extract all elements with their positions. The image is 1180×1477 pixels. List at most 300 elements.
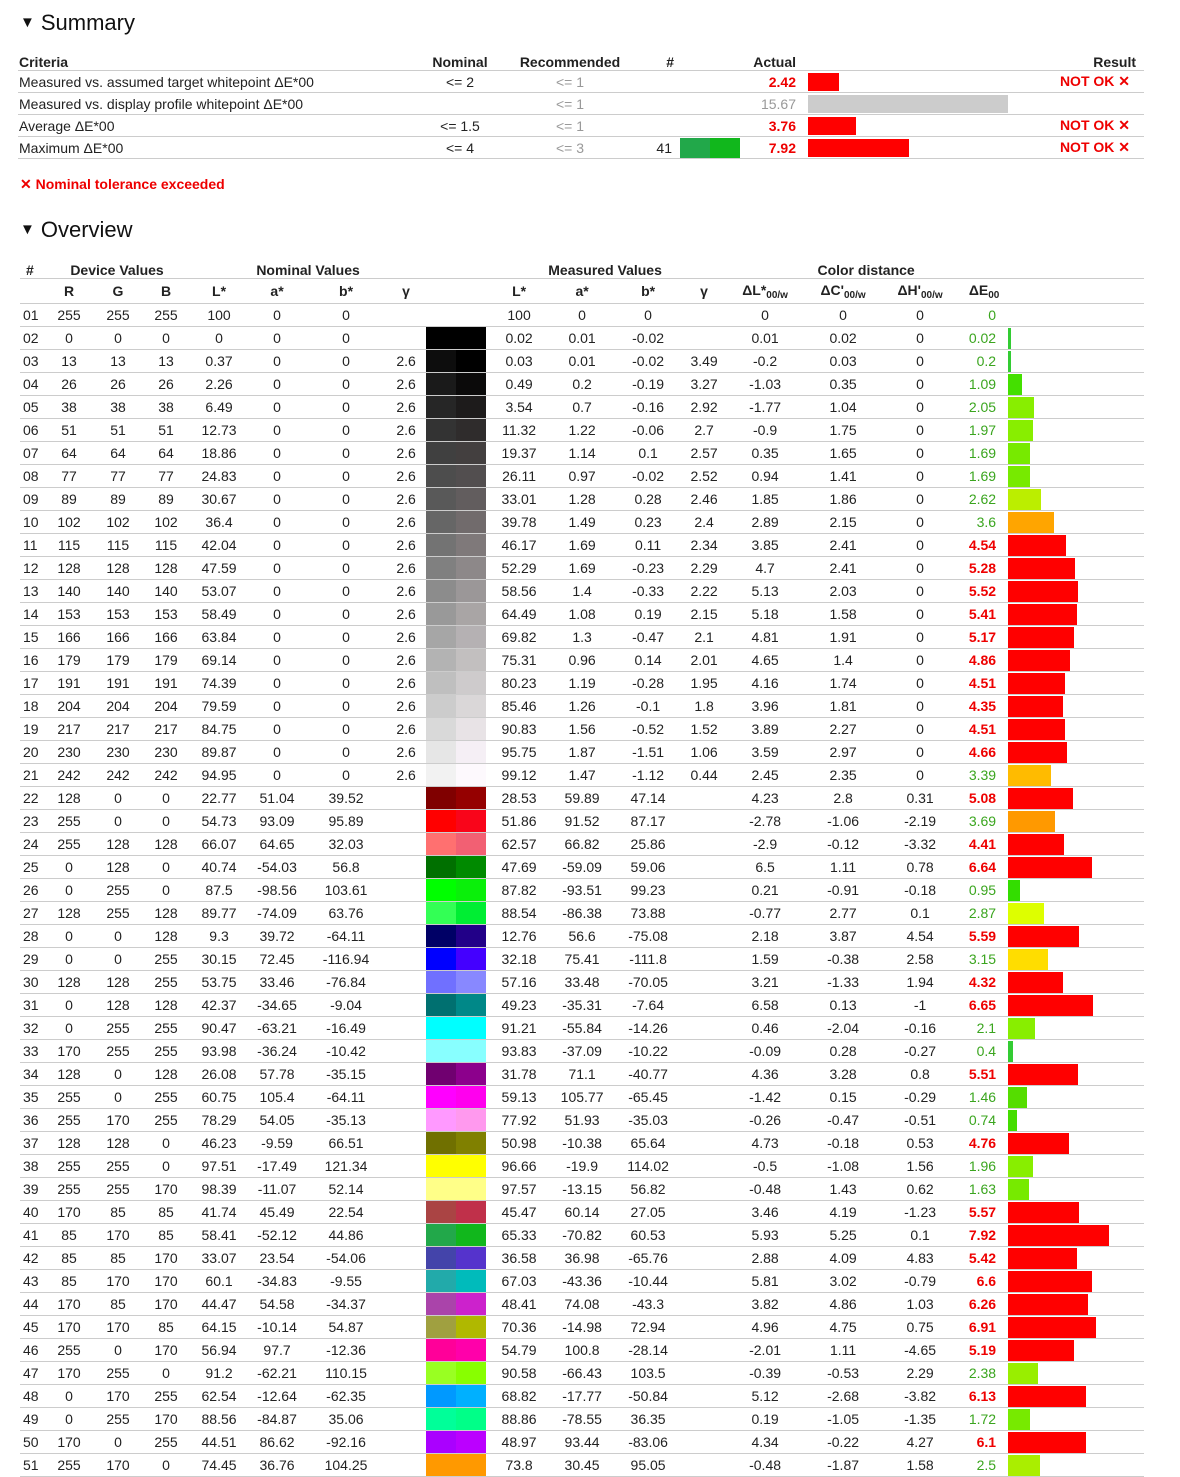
cell-ng: [386, 304, 426, 327]
swatch-cell: [426, 1040, 486, 1063]
delta-e-bar: [1008, 1455, 1040, 1476]
summary-heading[interactable]: [20, 10, 135, 36]
delta-e-bar: [1008, 1179, 1029, 1200]
cell-mb: -0.02: [612, 465, 684, 488]
cell-ml: 67.03: [486, 1270, 552, 1293]
cell-mg: [684, 1063, 724, 1086]
row-index: 38: [20, 1155, 44, 1178]
nominal-cell: <= 1.5: [410, 115, 510, 137]
cell-dc: 1.74: [806, 672, 880, 695]
nominal-swatch: [426, 902, 456, 924]
delta-e-bar-cell: [1008, 833, 1144, 856]
row-index: 34: [20, 1063, 44, 1086]
cell-nb: 0: [306, 304, 386, 327]
measured-swatch: [456, 994, 486, 1016]
swatch-cell: [426, 971, 486, 994]
cell-b: 0: [142, 856, 190, 879]
cell-ml: 77.92: [486, 1109, 552, 1132]
cell-dc: 2.8: [806, 787, 880, 810]
table-row: [20, 810, 1144, 833]
cell-ng: 2.6: [386, 695, 426, 718]
cell-dh: 0.31: [880, 787, 960, 810]
delta-e-bar: [1008, 673, 1065, 694]
cell-g: 217: [94, 718, 142, 741]
delta-e-bar-cell: [1008, 787, 1144, 810]
cell-dh: 0: [880, 580, 960, 603]
cell-ml: 95.75: [486, 741, 552, 764]
cell-mg: [684, 787, 724, 810]
table-row: [20, 1408, 1144, 1431]
table-row: [20, 925, 1144, 948]
measured-swatch: [456, 787, 486, 809]
count-cell: [630, 93, 674, 115]
collapse-triangle-icon[interactable]: ▼: [20, 221, 35, 238]
cell-ml: 45.47: [486, 1201, 552, 1224]
cell-dh: 0.75: [880, 1316, 960, 1339]
delta-e-bar: [1008, 328, 1011, 349]
swatch-cell: [426, 1178, 486, 1201]
cell-dh: 0: [880, 442, 960, 465]
nominal-swatch: [426, 856, 456, 878]
cell-ng: [386, 902, 426, 925]
summary-heading-label: Summary: [40, 10, 135, 35]
cell-r: 0: [44, 1017, 94, 1040]
cell-dc: -1.33: [806, 971, 880, 994]
cell-nb: 103.61: [306, 879, 386, 902]
cell-dl: -1.42: [724, 1086, 806, 1109]
cell-dc: 0.15: [806, 1086, 880, 1109]
delta-e-sub: 00: [988, 289, 1000, 301]
actual-cell: 7.92: [738, 137, 802, 159]
cell-dc: 1.11: [806, 856, 880, 879]
cell-nb: -116.94: [306, 948, 386, 971]
cell-dl: 5.12: [724, 1385, 806, 1408]
cell-g: 85: [94, 1247, 142, 1270]
cell-dl: -0.48: [724, 1454, 806, 1477]
nominal-swatch: [426, 1017, 456, 1039]
cell-ng: [386, 879, 426, 902]
delta-c-header: [806, 279, 880, 304]
table-row: [20, 1155, 1144, 1178]
delta-h-label: ΔH': [897, 281, 921, 298]
result-cell: [1024, 93, 1144, 115]
cell-mb: 0.1: [612, 442, 684, 465]
cell-ma: 105.77: [552, 1086, 612, 1109]
cell-r: 85: [44, 1270, 94, 1293]
cell-ng: [386, 856, 426, 879]
cell-dh: 0.78: [880, 856, 960, 879]
cell-b: 255: [142, 1431, 190, 1454]
cell-nb: 0: [306, 442, 386, 465]
cell-dc: 1.86: [806, 488, 880, 511]
cell-g: 170: [94, 1224, 142, 1247]
cell-nb: 0: [306, 672, 386, 695]
delta-e-value: 5.51: [960, 1063, 1008, 1086]
count-cell: [630, 115, 674, 137]
cell-mg: [684, 1339, 724, 1362]
delta-e-bar-cell: [1008, 511, 1144, 534]
cell-nl: 0.37: [190, 350, 248, 373]
cell-dh: 0.1: [880, 1224, 960, 1247]
cell-dl: 3.21: [724, 971, 806, 994]
delta-e-bar-cell: [1008, 1362, 1144, 1385]
cell-dc: 1.58: [806, 603, 880, 626]
cell-dl: -0.48: [724, 1178, 806, 1201]
table-row: [20, 511, 1144, 534]
table-row: [20, 304, 1144, 327]
row-index: 39: [20, 1178, 44, 1201]
delta-e-bar-cell: [1008, 718, 1144, 741]
cell-nl: 18.86: [190, 442, 248, 465]
cell-dh: 0: [880, 465, 960, 488]
result-cell: NOT OK ✕: [1024, 137, 1144, 159]
cell-ng: [386, 994, 426, 1017]
cell-r: 13: [44, 350, 94, 373]
row-index: 20: [20, 741, 44, 764]
measured-swatch: [456, 1270, 486, 1292]
swatch-cell: [426, 511, 486, 534]
cell-mg: [684, 879, 724, 902]
actual-bar: [808, 73, 839, 91]
delta-e-bar-cell: [1008, 1155, 1144, 1178]
row-index: 42: [20, 1247, 44, 1270]
nominal-swatch: [426, 672, 456, 694]
delta-e-value: 6.64: [960, 856, 1008, 879]
nominal-swatch: [426, 1178, 456, 1200]
cell-mb: -0.16: [612, 396, 684, 419]
cell-mg: [684, 1454, 724, 1477]
cell-na: 54.58: [248, 1293, 306, 1316]
delta-e-bar: [1008, 903, 1044, 924]
cell-nl: 58.49: [190, 603, 248, 626]
delta-e-bar-cell: [1008, 327, 1144, 350]
cell-nl: 89.77: [190, 902, 248, 925]
cell-mb: -1.51: [612, 741, 684, 764]
swatch-cell: [426, 373, 486, 396]
cell-na: 0: [248, 511, 306, 534]
nominal-swatch: [426, 603, 456, 625]
summary-header-row: [18, 48, 1144, 71]
swatch-cell: [426, 488, 486, 511]
delta-e-bar: [1008, 558, 1075, 579]
cell-nb: 0: [306, 465, 386, 488]
table-row: [20, 1385, 1144, 1408]
cell-na: -84.87: [248, 1408, 306, 1431]
cell-dc: -0.38: [806, 948, 880, 971]
overview-group-header-row: [20, 256, 1144, 279]
overview-table: [20, 256, 1144, 1477]
cell-mg: 2.92: [684, 396, 724, 419]
cell-mb: 103.5: [612, 1362, 684, 1385]
cell-ml: 59.13: [486, 1086, 552, 1109]
cell-r: 38: [44, 396, 94, 419]
measured-swatch: [456, 1408, 486, 1430]
cell-dl: 5.81: [724, 1270, 806, 1293]
cell-mg: 1.52: [684, 718, 724, 741]
cell-g: 255: [94, 1408, 142, 1431]
cell-dh: -3.32: [880, 833, 960, 856]
cell-b: 13: [142, 350, 190, 373]
summary-row: [18, 71, 1144, 93]
cell-ml: 90.58: [486, 1362, 552, 1385]
cell-mb: -0.23: [612, 557, 684, 580]
cell-g: 77: [94, 465, 142, 488]
cell-nl: 56.94: [190, 1339, 248, 1362]
cell-nl: 91.2: [190, 1362, 248, 1385]
nominal-swatch: [426, 1293, 456, 1315]
cell-g: 85: [94, 1201, 142, 1224]
table-row: [20, 488, 1144, 511]
cell-r: 153: [44, 603, 94, 626]
measured-swatch: [456, 948, 486, 970]
delta-e-bar: [1008, 972, 1063, 993]
cell-dl: -0.09: [724, 1040, 806, 1063]
cell-dh: 2.58: [880, 948, 960, 971]
nominal-swatch: [426, 1155, 456, 1177]
cell-ma: 100.8: [552, 1339, 612, 1362]
cell-b: 77: [142, 465, 190, 488]
cell-ma: -14.98: [552, 1316, 612, 1339]
cell-mb: 0.28: [612, 488, 684, 511]
cell-ng: [386, 971, 426, 994]
cell-na: 0: [248, 672, 306, 695]
row-index: 27: [20, 902, 44, 925]
collapse-triangle-icon[interactable]: ▼: [20, 14, 35, 31]
cell-dl: 4.34: [724, 1431, 806, 1454]
cell-mg: [684, 327, 724, 350]
cell-nl: 100: [190, 304, 248, 327]
cell-ml: 70.36: [486, 1316, 552, 1339]
delta-e-value: 4.51: [960, 718, 1008, 741]
cell-ml: 31.78: [486, 1063, 552, 1086]
cell-nl: 97.51: [190, 1155, 248, 1178]
row-index: 25: [20, 856, 44, 879]
cell-r: 217: [44, 718, 94, 741]
cell-ma: 1.3: [552, 626, 612, 649]
cell-ma: -17.77: [552, 1385, 612, 1408]
cell-g: 255: [94, 304, 142, 327]
cell-na: 0: [248, 603, 306, 626]
cell-mb: -0.28: [612, 672, 684, 695]
cell-dl: -0.5: [724, 1155, 806, 1178]
cell-na: 0: [248, 327, 306, 350]
cell-ml: 47.69: [486, 856, 552, 879]
overview-heading[interactable]: [20, 217, 133, 243]
measured-swatch: [456, 1224, 486, 1246]
delta-l-label: ΔL*: [742, 281, 767, 298]
color-distance-header: Color distance: [724, 256, 1008, 279]
nominal-swatch: [426, 994, 456, 1016]
cell-dh: 4.27: [880, 1431, 960, 1454]
cell-nb: 95.89: [306, 810, 386, 833]
cell-ng: [386, 1017, 426, 1040]
cell-dc: -0.12: [806, 833, 880, 856]
measured-swatch: [456, 925, 486, 947]
overview-column-header-row: [20, 279, 1144, 304]
delta-e-bar-cell: [1008, 1201, 1144, 1224]
delta-e-bar-cell: [1008, 1385, 1144, 1408]
cell-g: 153: [94, 603, 142, 626]
nominal-swatch: [426, 787, 456, 809]
delta-e-bar-cell: [1008, 304, 1144, 327]
cell-dc: 1.04: [806, 396, 880, 419]
cell-r: 255: [44, 1178, 94, 1201]
delta-e-value: 1.09: [960, 373, 1008, 396]
cell-nl: 87.5: [190, 879, 248, 902]
cell-ma: -37.09: [552, 1040, 612, 1063]
cell-na: -98.56: [248, 879, 306, 902]
cell-dc: 5.25: [806, 1224, 880, 1247]
cell-dh: 2.29: [880, 1362, 960, 1385]
nominal-swatch: [426, 488, 456, 510]
cell-r: 128: [44, 557, 94, 580]
cell-dh: 0.53: [880, 1132, 960, 1155]
cell-dh: 1.56: [880, 1155, 960, 1178]
delta-c-label: ΔC': [820, 281, 844, 298]
cell-nl: 64.15: [190, 1316, 248, 1339]
cell-nb: 39.52: [306, 787, 386, 810]
delta-e-bar-cell: [1008, 1270, 1144, 1293]
cell-mb: 60.53: [612, 1224, 684, 1247]
cell-ma: 59.89: [552, 787, 612, 810]
cell-na: 0: [248, 304, 306, 327]
cell-r: 0: [44, 856, 94, 879]
cell-ma: 56.6: [552, 925, 612, 948]
cell-nb: 0: [306, 373, 386, 396]
nominal-swatch: [426, 1316, 456, 1338]
swatch-cell: [426, 879, 486, 902]
cell-dl: 0.35: [724, 442, 806, 465]
table-row: [20, 902, 1144, 925]
cell-dh: 1.03: [880, 1293, 960, 1316]
row-index: 40: [20, 1201, 44, 1224]
swatch-cell: [426, 1316, 486, 1339]
delta-e-bar-cell: [1008, 580, 1144, 603]
delta-e-bar-cell: [1008, 350, 1144, 373]
count-swatch-cell: [674, 115, 738, 137]
cell-nb: 0: [306, 718, 386, 741]
delta-e-bar-cell: [1008, 1408, 1144, 1431]
measured-swatch: [456, 350, 486, 372]
cell-dc: -0.18: [806, 1132, 880, 1155]
cell-nl: 6.49: [190, 396, 248, 419]
nominal-swatch: [426, 1431, 456, 1453]
cell-dh: 0: [880, 373, 960, 396]
cell-dc: 4.86: [806, 1293, 880, 1316]
delta-e-value: 5.17: [960, 626, 1008, 649]
delta-e-bar: [1008, 1363, 1038, 1384]
cell-ml: 91.21: [486, 1017, 552, 1040]
table-row: [20, 1247, 1144, 1270]
cell-ng: 2.6: [386, 396, 426, 419]
row-index: 17: [20, 672, 44, 695]
cell-nb: -9.55: [306, 1270, 386, 1293]
cell-g: 255: [94, 1178, 142, 1201]
cell-mb: -7.64: [612, 994, 684, 1017]
swatch-cell: [426, 557, 486, 580]
cell-dh: 0: [880, 488, 960, 511]
cell-na: 64.65: [248, 833, 306, 856]
cell-r: 115: [44, 534, 94, 557]
cell-ml: 90.83: [486, 718, 552, 741]
cell-dl: 0.19: [724, 1408, 806, 1431]
cell-mg: [684, 1040, 724, 1063]
cell-dh: -1.23: [880, 1201, 960, 1224]
measured-swatch: [456, 442, 486, 464]
measured-swatch: [456, 741, 486, 763]
cell-r: 128: [44, 787, 94, 810]
cell-ml: 100: [486, 304, 552, 327]
cell-ma: 0.97: [552, 465, 612, 488]
count-swatch-cell: [674, 71, 738, 93]
recommended-cell: <= 3: [510, 137, 630, 159]
cell-dh: -1: [880, 994, 960, 1017]
row-index: 29: [20, 948, 44, 971]
cell-mb: -0.47: [612, 626, 684, 649]
cell-ng: [386, 1293, 426, 1316]
cell-mg: 2.57: [684, 442, 724, 465]
cell-na: -54.03: [248, 856, 306, 879]
cell-r: 255: [44, 1454, 94, 1477]
measured-swatch: [456, 1339, 486, 1361]
delta-e-bar-cell: [1008, 810, 1144, 833]
cell-ml: 36.58: [486, 1247, 552, 1270]
row-index: 41: [20, 1224, 44, 1247]
cell-dc: 0.03: [806, 350, 880, 373]
cell-nl: 30.67: [190, 488, 248, 511]
swatch-cell: [426, 1201, 486, 1224]
delta-e-bar: [1008, 1018, 1035, 1039]
table-row: [20, 419, 1144, 442]
summary-row: [18, 93, 1144, 115]
delta-e-bar: [1008, 880, 1020, 901]
nominal-swatch: [426, 1040, 456, 1062]
cell-r: 255: [44, 1109, 94, 1132]
swatch-cell: [426, 741, 486, 764]
cell-ma: -78.55: [552, 1408, 612, 1431]
delta-e-bar-cell: [1008, 534, 1144, 557]
cell-nb: -16.49: [306, 1017, 386, 1040]
cell-r: 85: [44, 1247, 94, 1270]
cell-dl: -1.03: [724, 373, 806, 396]
measured-swatch: [456, 396, 486, 418]
actual-bar: [808, 117, 856, 135]
tolerance-note: ✕ Nominal tolerance exceeded: [20, 176, 225, 192]
delta-l-sub: 00/w: [766, 289, 788, 301]
cell-mg: 3.49: [684, 350, 724, 373]
cell-nb: 121.34: [306, 1155, 386, 1178]
cell-nb: 0: [306, 626, 386, 649]
cell-na: 0: [248, 695, 306, 718]
cell-b: 102: [142, 511, 190, 534]
cell-mb: -65.76: [612, 1247, 684, 1270]
swatch-cell: [426, 695, 486, 718]
cell-ma: 36.98: [552, 1247, 612, 1270]
actual-header: Actual: [738, 48, 802, 71]
cell-mg: [684, 1224, 724, 1247]
nominal-swatch: [426, 350, 456, 372]
delta-e-bar-cell: [1008, 1431, 1144, 1454]
measured-values-header: Measured Values: [486, 256, 724, 279]
swatch-cell: [426, 419, 486, 442]
delta-e-bar-cell: [1008, 1132, 1144, 1155]
cell-nl: 46.23: [190, 1132, 248, 1155]
row-index: 45: [20, 1316, 44, 1339]
cell-ml: 64.49: [486, 603, 552, 626]
table-row: [20, 1362, 1144, 1385]
cell-mg: 2.34: [684, 534, 724, 557]
cell-dc: 3.28: [806, 1063, 880, 1086]
